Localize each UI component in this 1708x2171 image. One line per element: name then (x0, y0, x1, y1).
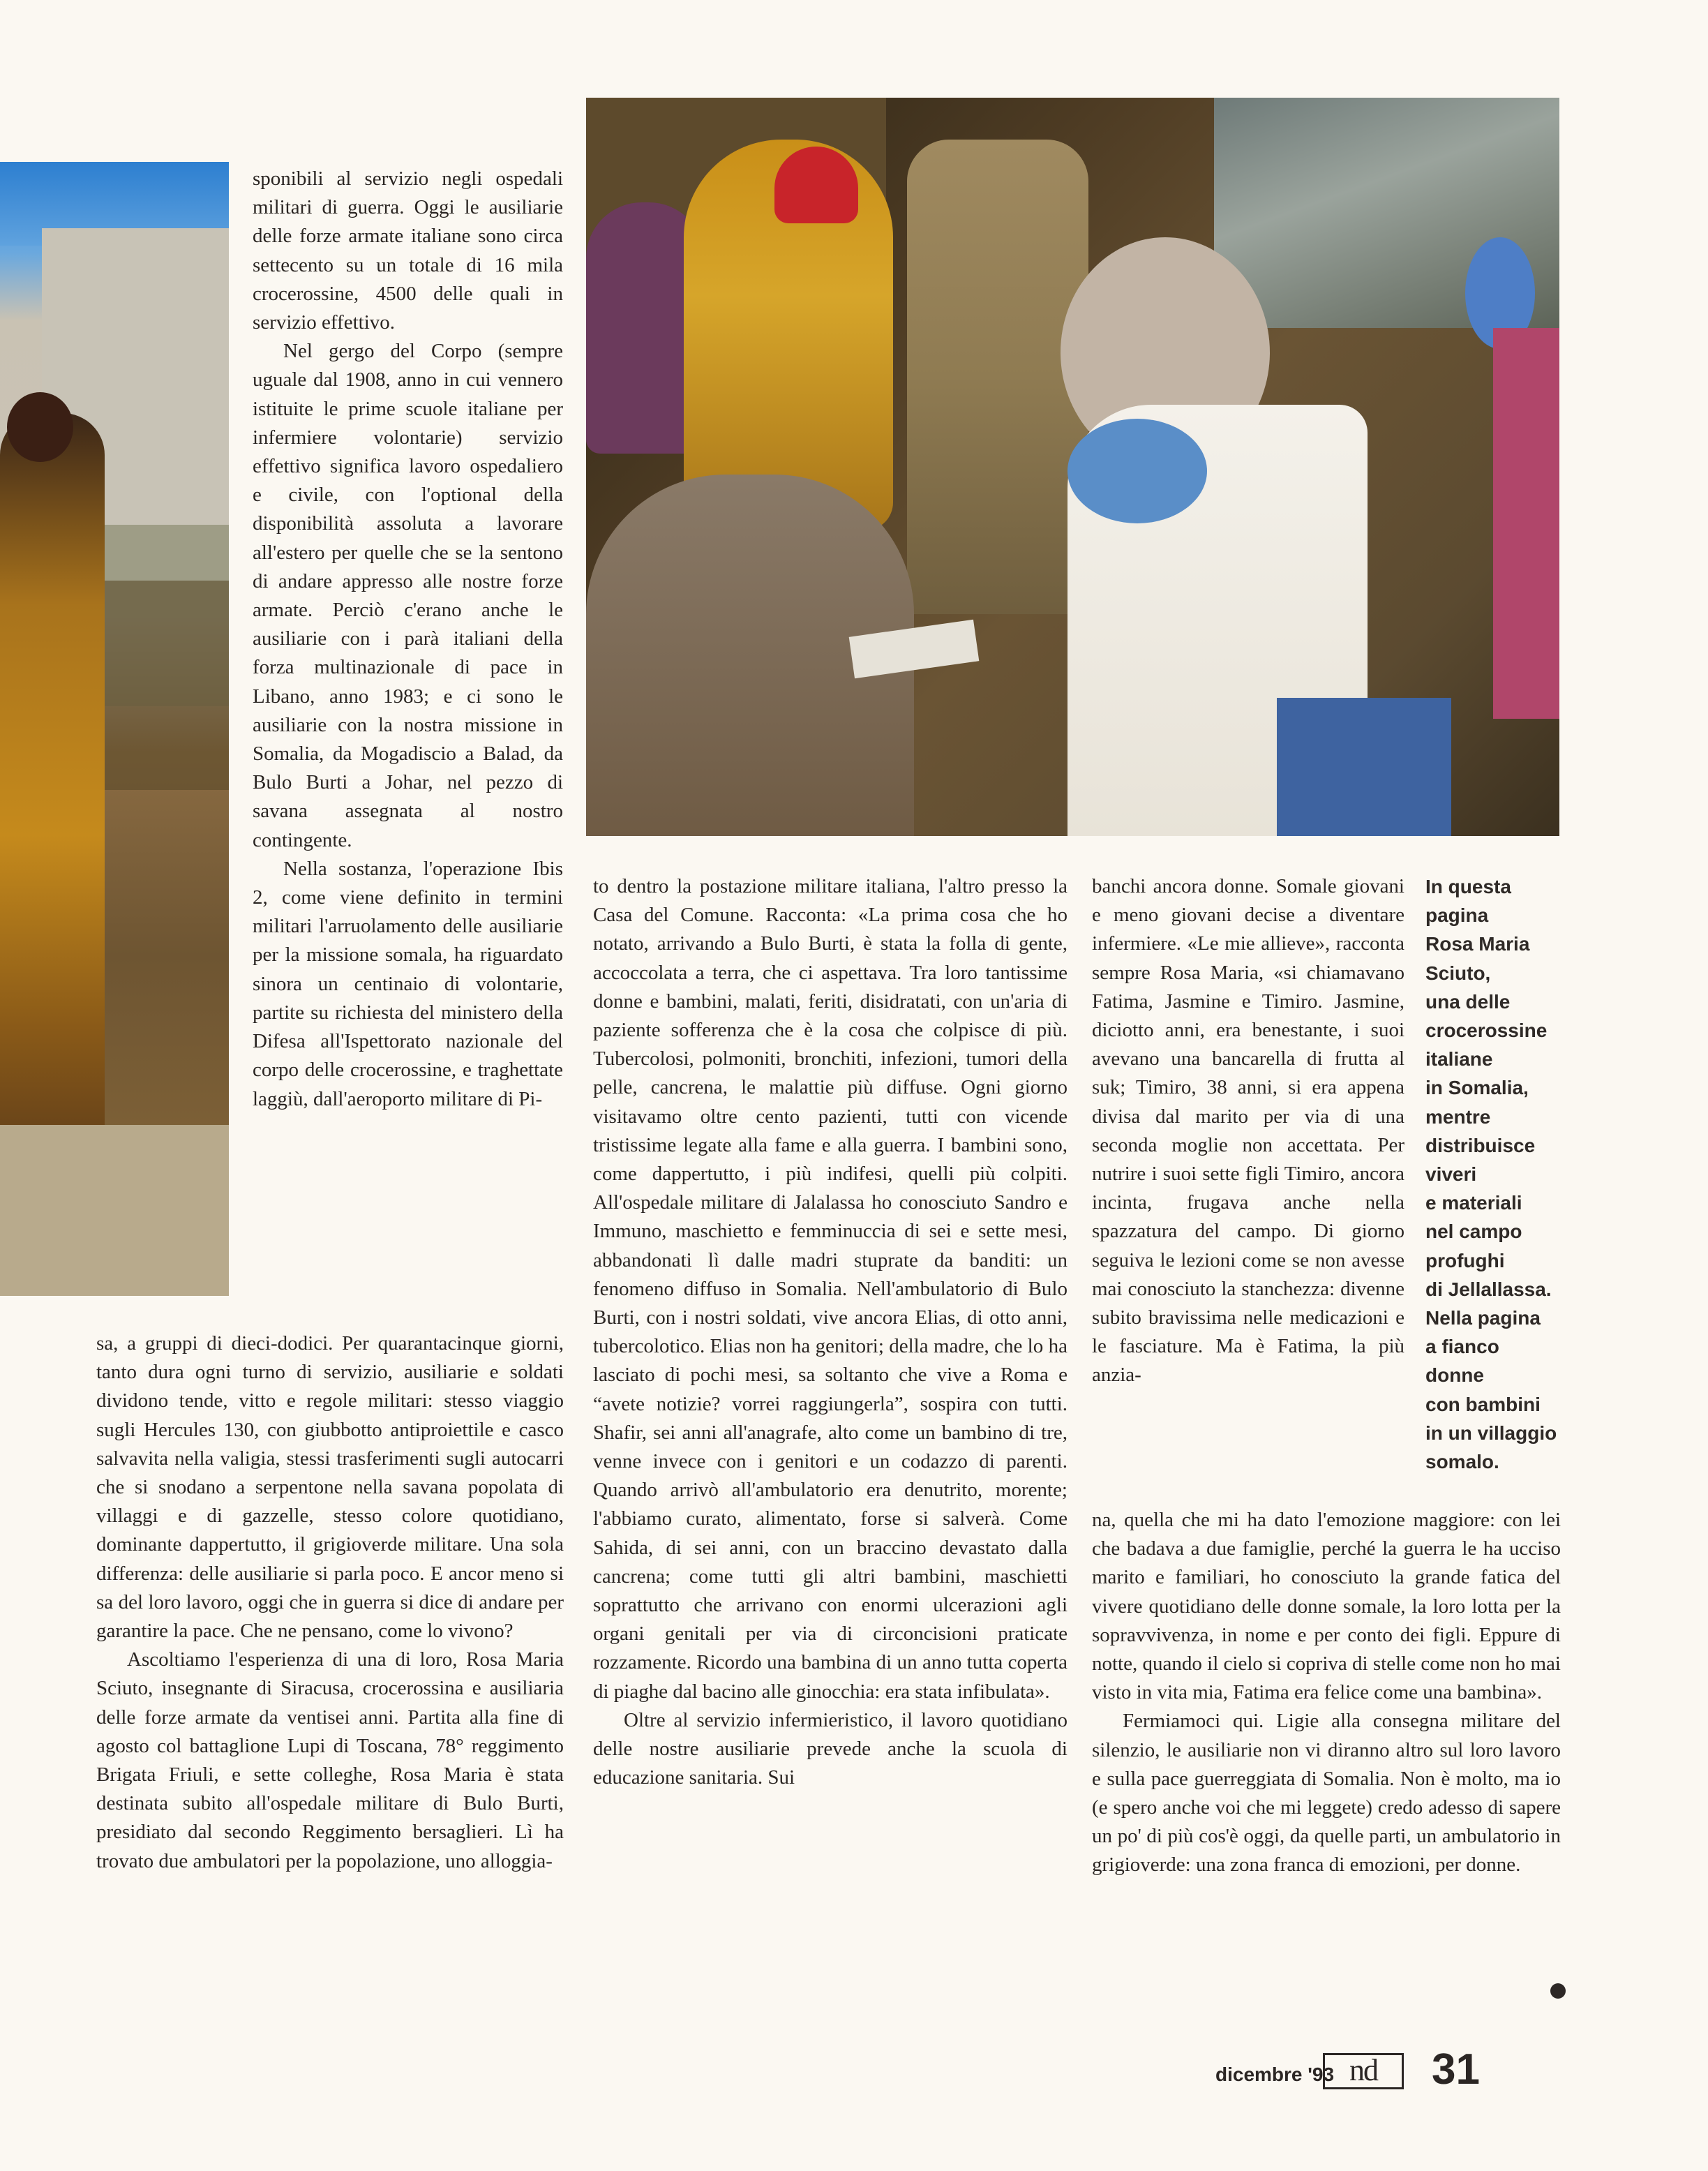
issue-date: dicembre '93 (1215, 2064, 1335, 2085)
caption-line: mentre (1425, 1105, 1491, 1128)
caption-line: Sciuto, (1425, 962, 1491, 984)
paragraph: sa, a gruppi di dieci-dodici. Per quarantacinque giorni, tanto dura ogni turno di servizio, ausiliarie e soldati dividono tende, vitto e regole militari: stesso viaggio sugli Hercules 130, con giubbotto antiproiettile e casco salvavita nella valigia, stessi trasferimenti sugli autocarri che si snodano a serpentone nella savana popolata di villaggi e di gazzelle, stesso colore quotidiano, dominante dappertutto, il grigioverde militare. Una sola differenza: delle ausiliarie si parla poco. E ancor meno si sa del loro lavoro, oggi che in guerra si dice di andare per garantire la pace. Che ne pensano, come lo vivono? (96, 1332, 564, 1643)
caption-line: italiane (1425, 1048, 1493, 1070)
caption-line: Nella pagina (1425, 1307, 1541, 1329)
paragraph: Nella sostanza, l'operazione Ibis 2, come viene definito in termini militari l'arruolamento delle ausiliarie per la missione somala, ha riguardato sinora un centinaio di volontarie, partite su richiesta del ministero della Difesa all'Ispettorato nazionale del corpo delle crocerossine, e traghettate laggiù, dall'aeroporto militare di Pi- (253, 857, 563, 1110)
paragraph: to dentro la postazione militare italiana, l'altro presso la Casa del Comune. Racconta: «La prima cosa che ho notato, arrivando a Bulo Burti, è stata la folla di gente, accoccolata a terra, che ci aspettava. Tra loro tantissime donne e bambini, malati, feriti, disidratati, con un'aria di paziente sofferenza che è la cosa che colpisce di più. Tubercolosi, polmoniti, bronchiti, infezioni, tumori della pelle, cancrena, le malattie più diffuse. Ogni giorno visitavamo oltre cento pazienti, tutti con vicende tristissime legate alla fame e alla guerra. I bambini sono, come dappertutto, i più indifesi, quelli più colpiti. All'ospedale militare di Jalalassa ho conosciuto Sandro e Immuno, maschietto e femminuccia di sei e sette mesi, abbandonati lì dalle madri stuprate da banditi: un fenomeno diffuso in Somalia. Nell'ambulatorio di Bulo Burti, con i nostri soldati, vive ancora Elias, di otto anni, tubercolotico. Elias non ha genitori; della madre, che lo ha lasciato di pochi mesi, sa soltanto che vive a Roma e “avete notizie? vorrei raggiungerla”, sospira con tutti. Shafir, sei anni all'anagrafe, alto come un bambino di tre, venne invece con i genitori e un codazzo di parenti. Quando arrivò all'ambulatorio era denutrito, morente; l'abbiamo curato, alimentato, forse si salverà. Come Sahida, di sei anni, con un braccino devastato dalla cancrena; come tutti gli altri bambini, maschietti soprattutto che arrivano con enormi ulcerazioni agli organi genitali per via di circoncisioni praticate rozzamente. Ricordo una bambina di un anno tutta coperta di piaghe dal bacino alle ginocchia: era stata infibulata». (593, 875, 1068, 1703)
caption-line: profughi (1425, 1249, 1505, 1271)
article-column-1-continued (96, 1329, 564, 1876)
paragraph: Fermiamoci qui. Ligie alla consegna militare del silenzio, le ausiliarie non vi diranno altro sul loro lavoro e sulla pace guerreggiata di Somalia. Non è molto, ma io (e spero anche voi che mi leggete) credo adesso di sapere un po' di più cos'è oggi, da quelle parti, un ambulatorio in grigioverde: una zona franca di emozioni, per donne. (1092, 1710, 1561, 1877)
caption-line: e materiali (1425, 1192, 1522, 1214)
paragraph: sponibili al servizio negli ospedali militari di guerra. Oggi le ausiliarie delle forze armate italiane sono circa settecento su un totale di 16 mila crocerossine, 4500 delle quali in servizio effettivo. (253, 167, 563, 334)
caption-line: nel campo (1425, 1221, 1522, 1243)
paragraph: na, quella che mi ha dato l'emozione maggiore: con lei che badava a due famiglie, perché la guerra le ha ucciso marito e familiari, ho conosciuto la grande fatica del vivere quotidiano delle donne somale, la loro lotta per la sopravvivenza, in nome e per conto dei figli. Eppure di notte, quando il cielo si copriva di stelle come non ho mai visto in vita mia, Fatima era felice come una bambina». (1092, 1509, 1561, 1704)
article-column-3 (1092, 872, 1404, 1390)
caption-line: somalo. (1425, 1451, 1499, 1473)
caption-line: Rosa Maria (1425, 933, 1530, 955)
caption-line: crocerossine (1425, 1020, 1548, 1042)
photo-caption (1425, 872, 1568, 1476)
caption-line: in un villaggio (1425, 1422, 1557, 1444)
caption-line: pagina (1425, 904, 1489, 927)
caption-line: distribuisce (1425, 1134, 1536, 1156)
magazine-logo: nd (1323, 2053, 1404, 2089)
article-column-3-continued (1092, 1506, 1561, 1880)
article-column-1 (253, 165, 563, 1114)
end-of-article-dot (1550, 1983, 1566, 1999)
left-photo-village (0, 162, 229, 1296)
main-photo-distribution (586, 98, 1559, 836)
caption-line: a fianco (1425, 1336, 1499, 1358)
caption-line: in Somalia, (1425, 1077, 1529, 1099)
article-column-2 (593, 872, 1068, 1793)
caption-line: una delle (1425, 990, 1511, 1013)
caption-line: donne (1425, 1364, 1484, 1387)
paragraph: Ascoltiamo l'esperienza di una di loro, Rosa Maria Sciuto, insegnante di Siracusa, crocerossina e ausiliaria delle forze armate da ventisei anni. Partita alla fine di agosto col battaglione Lupi di Toscana, 78° reggimento Brigata Friuli, e sette colleghe, Rosa Maria è stata destinata subito all'ospedale militare di Bulo Burti, presidiato dal secondo Reggimento bersaglieri. Lì ha trovato due ambulatori per la popolazione, uno alloggia- (96, 1648, 564, 1872)
caption-line: di Jellallassa. (1425, 1278, 1552, 1300)
caption-line: In questa (1425, 876, 1511, 897)
paragraph: Oltre al servizio infermieristico, il lavoro quotidiano delle nostre ausiliarie prevede anche la scuola di educazione sanitaria. Sui (593, 1708, 1068, 1789)
caption-line: viveri (1425, 1163, 1477, 1186)
paragraph: banchi ancora donne. Somale giovani e meno giovani decise a diventare infermiere. «Le mie allieve», racconta sempre Rosa Maria, «si chiamavano Fatima, Jasmine e Timiro. Jasmine, diciotto anni, era benestante, i suoi avevano una bancarella di frutta al suk; Timiro, 38 anni, si era appena divisa dal marito per via di una seconda moglie non accettata. Per nutrire i suoi sette figli Timiro, ancora incinta, frugava anche nella spazzatura del campo. Di giorno seguiva le lezioni come se non avesse mai conosciuto la stanchezza: divenne subito bravissima nelle medicazioni e le fasciature. Ma è Fatima, la più anzia- (1092, 875, 1404, 1387)
caption-line: con bambini (1425, 1393, 1541, 1415)
paragraph: Nel gergo del Corpo (sempre uguale dal 1908, anno in cui vennero istituite le prime scuole italiane per infermiere volontarie) servizio effettivo significa lavoro ospedaliero e civile, con l'optional della disponibilità assoluta a lavorare all'estero per quelle che se la sentono di andare appresso alle nostre forze armate. Perciò c'erano anche le ausiliarie con i parà italiani della forza multinazionale di pace in Libano, anno 1983; e ci sono le ausiliarie con la nostra missione in Somalia, da Mogadiscio a Balad, da Bulo Burti a Johar, nel pezzo di savana assegnata al nostro contingente. (253, 340, 563, 851)
page-number: 31 (1432, 2045, 1480, 2094)
